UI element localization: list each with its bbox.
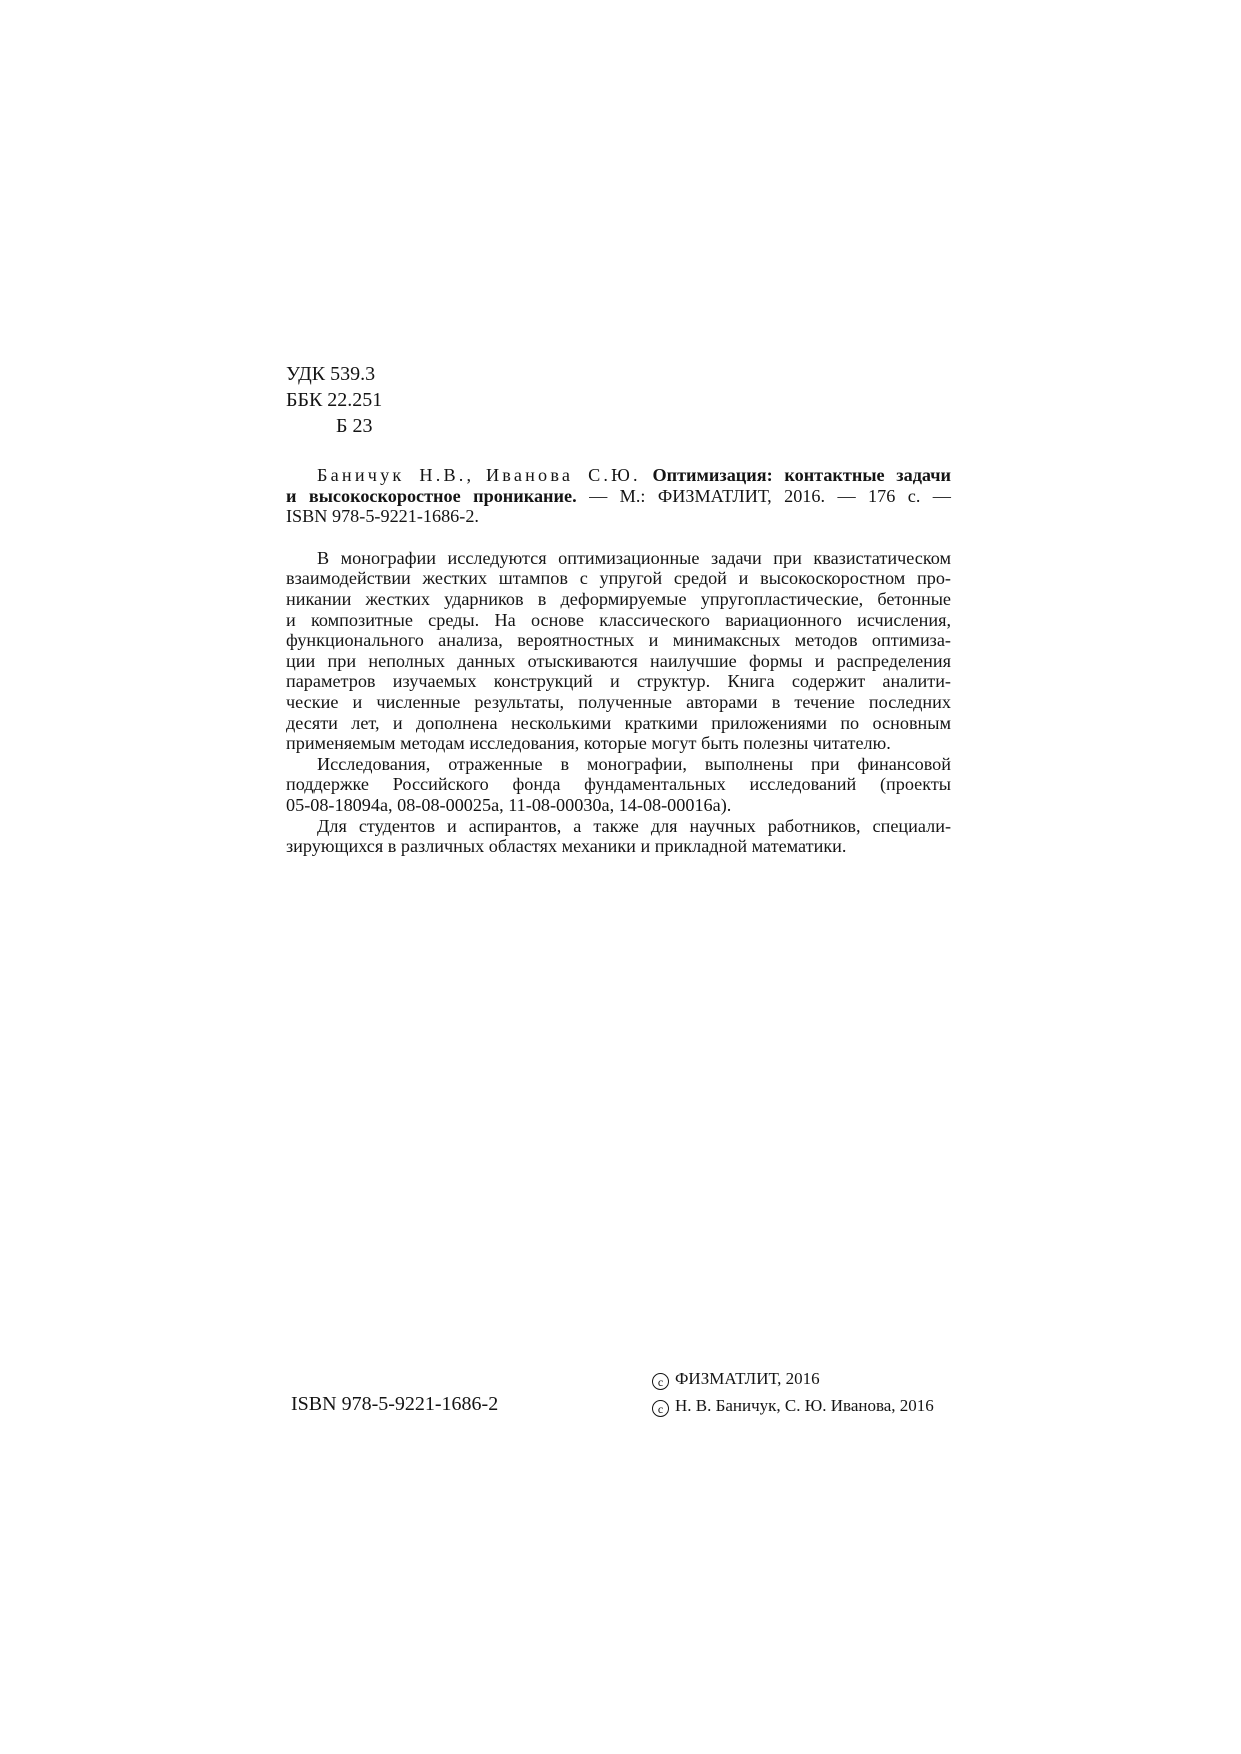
text-line: ции при неполных данных отыскиваются наилучшие формы и распределения [286,650,951,671]
copyright-block [652,1365,934,1419]
copyright-icon: c [652,1400,669,1417]
author-name: Иванова С.Ю. [485,465,641,485]
abstract-paragraph [286,548,951,754]
text-line: Для студентов и аспирантов, а также для научных работников, специали- [317,815,951,836]
text-line: и композитные среды. На основе классического вариационного исчисления, [286,609,951,630]
bibliographic-line [286,465,951,486]
copyright-line [652,1392,934,1419]
text-line: зирующихся в различных областях механики и прикладной математики. [286,836,847,857]
text-line: 05-08-18094а, 08-08-00025а, 11-08-00030а, 14-08-00016а). [286,794,732,815]
copyright-line [652,1365,934,1392]
author-name: Баничук Н.В., [317,465,475,485]
text-line: десяти лет, и дополнена несколькими краткими приложениями по основным [286,712,951,733]
text-line: ческие и численные результаты, полученные авторами в течение последних [286,691,951,712]
text-line: поддержке Российского фонда фундаментальных исследований (проекты [286,774,951,795]
book-title: и высокоскоростное проникание. [286,485,577,506]
copyright-authors: Н. В. Баничук, С. Ю. Иванова, 2016 [675,1396,934,1415]
isbn-imprint: ISBN 978-5-9221-1686-2 [291,1393,499,1415]
text-line: Исследования, отраженные в монографии, выполнены при финансовой [317,753,951,774]
publication-imprint: — М.: ФИЗМАТЛИТ, 2016. — 176 с. — [589,485,951,506]
copyright-icon: c [652,1373,669,1390]
text-line: взаимодействии жестких штампов с упругой средой и высокоскоростном про- [286,568,951,589]
text-line: применяемым методам исследования, которые могут быть полезны читателю. [286,733,891,754]
author-mark: Б 23 [336,415,373,437]
bibliographic-line [286,486,951,507]
udk-code: УДК 539.3 [286,363,376,385]
classification-codes [286,361,382,439]
text-line: параметров изучаемых конструкций и структур. Книга содержит аналити- [286,671,951,692]
bibliographic-isbn: ISBN 978-5-9221-1686-2. [286,506,479,527]
copyright-publisher: ФИЗМАТЛИТ, 2016 [675,1369,820,1388]
book-title: Оптимизация: контактные задачи [652,465,951,485]
bibliographic-entry [286,465,951,527]
bbk-code: ББК 22.251 [286,389,383,411]
annotation-block [286,465,951,857]
audience-paragraph [286,816,951,857]
text-line: никании жестких ударников в деформируемые упругопластические, бетонные [286,588,951,609]
funding-paragraph [286,754,951,816]
text-line: В монографии исследуются оптимизационные задачи при квазистатическом [317,547,951,568]
text-line: функционального анализа, вероятностных и минимаксных методов оптимиза- [286,630,951,651]
